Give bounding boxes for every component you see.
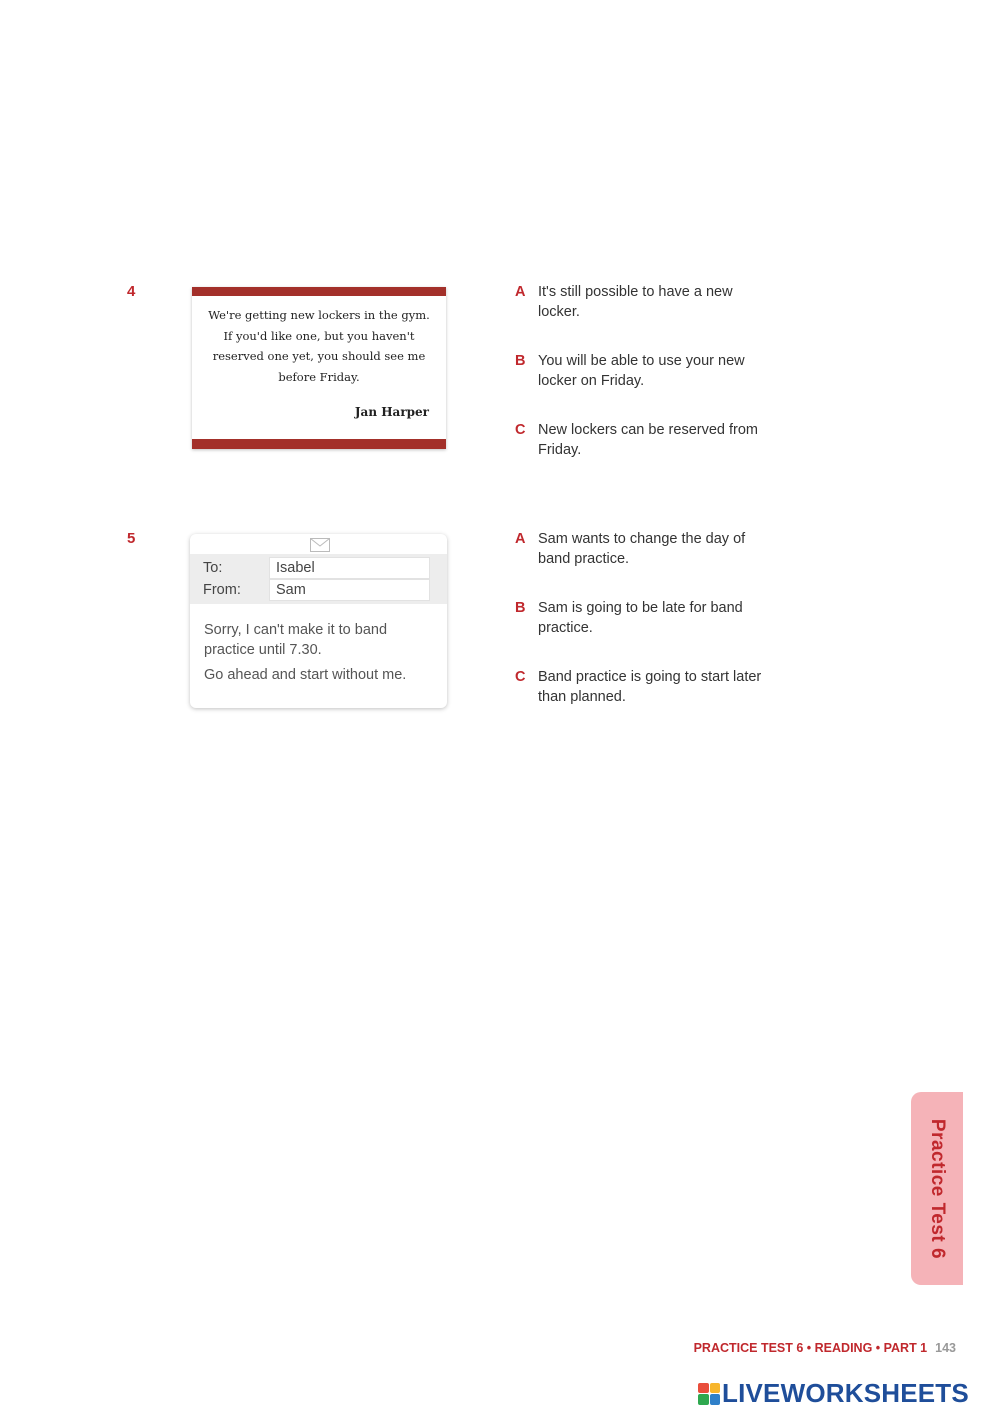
- notice-bottom-bar: [192, 439, 446, 449]
- question-number-4: 4: [127, 283, 136, 300]
- q5-option-a[interactable]: [515, 529, 765, 569]
- email-body-line-2: Go ahead and start without me.: [204, 667, 407, 683]
- option-text: You will be able to use your new locker on Friday.: [538, 353, 745, 389]
- email-card: [190, 534, 447, 708]
- page-number: 143: [935, 1341, 956, 1355]
- option-text: Sam wants to change the day of band practice.: [538, 531, 746, 567]
- q5-option-b[interactable]: [515, 598, 765, 638]
- q4-option-b[interactable]: [515, 351, 765, 391]
- option-text: Band practice is going to start later than planned.: [538, 669, 762, 705]
- notice-card: [192, 287, 446, 449]
- email-from-label: From:: [203, 582, 241, 598]
- envelope-icon: [310, 538, 330, 552]
- option-text: Sam is going to be late for band practice.: [538, 600, 743, 636]
- question-number-5: 5: [127, 530, 136, 547]
- email-to-value: Isabel: [269, 557, 430, 579]
- email-body-line-1: Sorry, I can't make it to band practice until 7.30.: [204, 622, 388, 658]
- email-to-row: [190, 557, 447, 579]
- q4-option-a[interactable]: [515, 282, 765, 322]
- side-tab-label: Practice Test 6: [927, 1118, 948, 1259]
- option-letter: A: [515, 531, 526, 547]
- email-to-label: To:: [203, 560, 223, 576]
- footer-section: PRACTICE TEST 6 • READING • PART 1: [693, 1341, 928, 1355]
- option-text: New lockers can be reserved from Friday.: [538, 422, 758, 458]
- email-body: [204, 620, 435, 685]
- email-from-value: Sam: [269, 579, 430, 601]
- brand: [698, 1378, 969, 1409]
- option-letter: A: [515, 284, 526, 300]
- notice-signature: Jan Harper: [354, 405, 429, 419]
- notice-text: We're getting new lockers in the gym. If you'd like one, but you haven't reserved one yet, you should see me before Friday.: [208, 308, 430, 384]
- liveworksheets-logo-icon: [698, 1383, 720, 1405]
- option-letter: B: [515, 600, 526, 616]
- option-text: It's still possible to have a new locker.: [538, 284, 733, 320]
- option-letter: C: [515, 669, 526, 685]
- notice-top-bar: [192, 287, 446, 296]
- option-letter: C: [515, 422, 526, 438]
- email-from-row: [190, 579, 447, 601]
- brand-name: LIVEWORKSHEETS: [722, 1378, 969, 1408]
- side-tab: [911, 1092, 963, 1285]
- option-letter: B: [515, 353, 526, 369]
- q5-option-c[interactable]: [515, 667, 765, 707]
- page-footer: [694, 1341, 956, 1355]
- q4-option-c[interactable]: [515, 420, 765, 460]
